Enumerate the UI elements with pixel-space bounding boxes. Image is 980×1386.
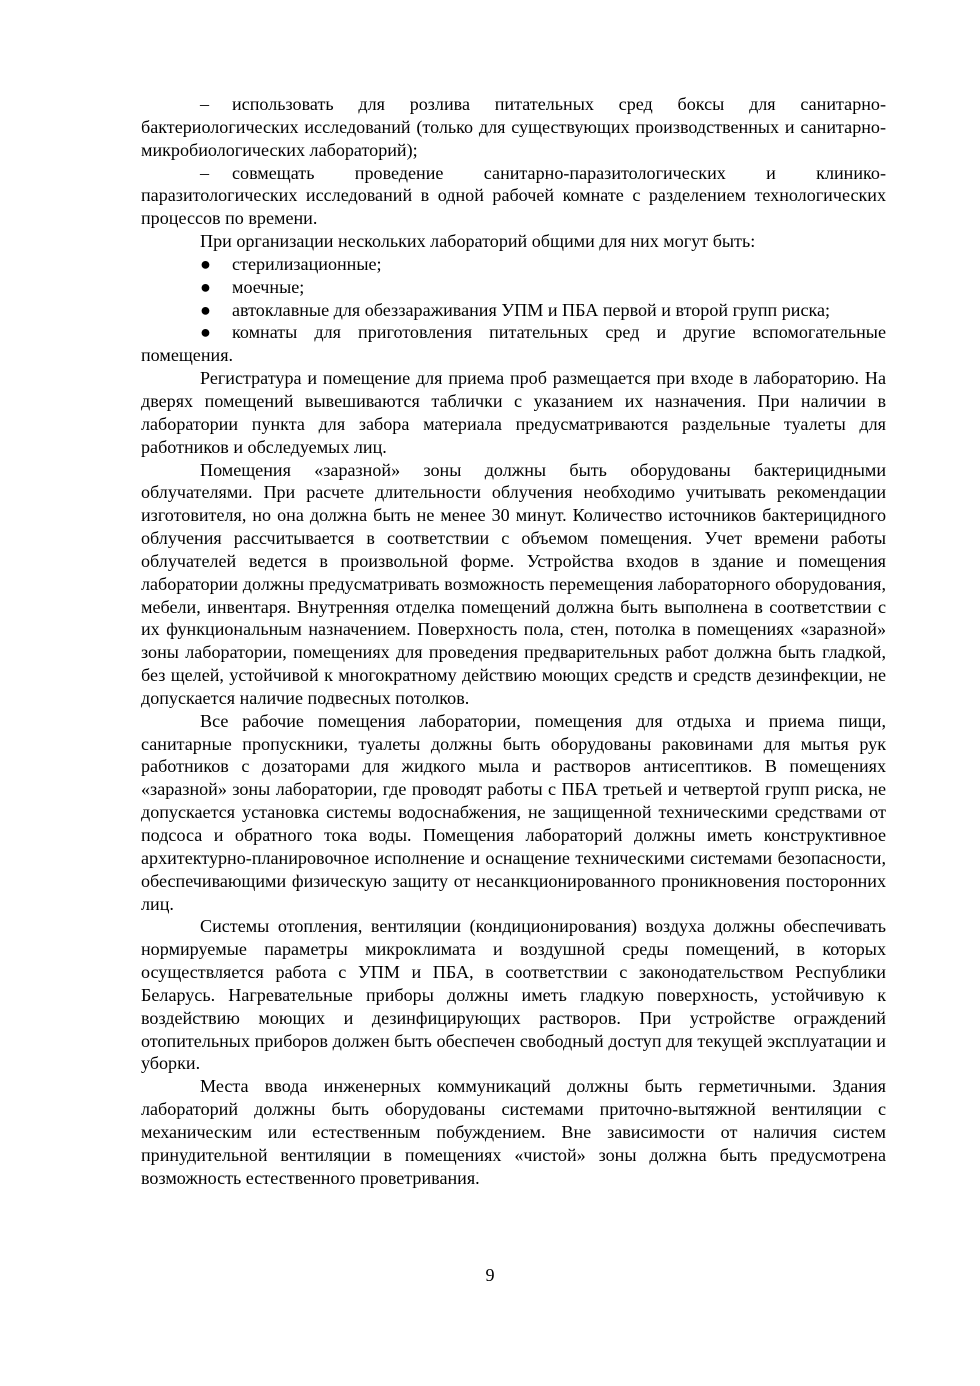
page-number: 9 — [485, 1265, 495, 1285]
paragraph-contagious-zone: Помещения «заразной» зоны должны быть оборудованы бактерицидными облучателями. При расчете длительности облучения необходимо учитывать рекомендации изготовителя, но она должна быть не менее 30 минут. Количество источников бактерицидного облучения рассчитывается в соответствии с объемом помещения. Учет времени работы облучателей ведется в произвольной форме. Устройства входов в здание и помещения лаборатории должны предусматривать возможность перемещения лабораторного оборудования, мебели, инвентаря. Внутренняя отделка помещений должна быть выполнена в соответствии с их функциональным назначением. Поверхность пола, стен, потолка в помещениях «заразной» зоны лаборатории, помещениях для проведения предварительных работ должна быть гладкой, без щелей, устойчивой к многократному действию моющих средств и средств дезинфекции, не допускается наличие подвесных потолков. — [141, 459, 886, 708]
list-item-text: стерилизационные; — [232, 253, 382, 274]
list-item-dash-2 — [141, 162, 886, 231]
list-item-text: автоклавные для обеззараживания УПМ и ПБА первой и второй групп риска; — [232, 299, 831, 320]
list-item-text: совмещать проведение санитарно-паразитологических и клинико-паразитологических исследований в одной рабочей комнате с разделением технологических процессов по времени. — [141, 162, 886, 229]
list-item-bullet-1 — [141, 253, 886, 276]
bullet-marker: ● — [200, 276, 211, 297]
bullet-marker: ● — [200, 322, 211, 343]
bullet-marker: ● — [200, 299, 211, 320]
dash-marker: – — [200, 162, 210, 183]
list-item-bullet-4 — [141, 321, 886, 367]
paragraph-registry: Регистратура и помещение для приема проб размещается при входе в лабораторию. На дверях помещений вывешиваются таблички с указанием их назначения. При наличии в лаборатории пункта для забора материала предусматриваются раздельные туалеты для работников и обследуемых лиц. — [141, 368, 886, 457]
list-item-text: использовать для розлива питательных сред боксы для санитарно-бактериологических исследований (только для существующих производственных и санитарно-микробиологических лабораторий); — [141, 94, 886, 160]
dash-marker: – — [200, 94, 210, 114]
paragraph-work-rooms: Все рабочие помещения лаборатории, помещения для отдыха и приема пищи, санитарные пропускники, туалеты должны быть оборудованы раковинами для мытья рук работников с дозаторами для жидкого мыла и растворов антисептиков. В помещениях «заразной» зоны лаборатории, где проводят работы с ПБА третьей и четвертой групп риска, не допускается установка системы водоснабжения, не защищенной техническими средствами от подсоса и обратного тока воды. Помещения лабораторий должны иметь конструктивное архитектурно-планировочное исполнение и оснащение техническими системами безопасности, обеспечивающими физическую защиту от несанкционированного проникновения посторонних лиц. — [141, 710, 886, 914]
paragraph-engineering-inputs: Места ввода инженерных коммуникаций должны быть герметичными. Здания лабораторий должны быть оборудованы системами приточно-вытяжной вентиляции с механическим или естественным побуждением. Вне зависимости от наличия систем принудительной вентиляции в помещениях «чистой» зоны должна быть предусмотрена возможность естественного проветривания. — [141, 1076, 886, 1188]
paragraph-common-rooms-intro: При организации нескольких лабораторий общими для них могут быть: — [200, 231, 756, 252]
document-page — [141, 93, 886, 1190]
bullet-marker: ● — [200, 253, 211, 274]
list-item-dash-1 — [141, 93, 886, 162]
list-item-text: моечные; — [232, 276, 305, 297]
paragraph-heating-ventilation: Системы отопления, вентиляции (кондиционирования) воздуха должны обеспечивать нормируемые параметры микроклимата и воздушной среды помещений, в которых осуществляется работа с УПМ и ПБА, в соответствии с законодательством Республики Беларусь. Нагревательные приборы должны иметь гладкую поверхность, устойчивую к воздействию моющих и дезинфицирующих растворов. При устройстве ограждений отопительных приборов должен быть обеспечен свободный доступ для текущей эксплуатации и уборки. — [141, 916, 886, 1074]
list-item-bullet-2 — [141, 276, 886, 299]
list-item-text: комнаты для приготовления питательных сред и другие вспомогательные помещения. — [141, 322, 886, 366]
list-item-bullet-3 — [141, 299, 886, 322]
